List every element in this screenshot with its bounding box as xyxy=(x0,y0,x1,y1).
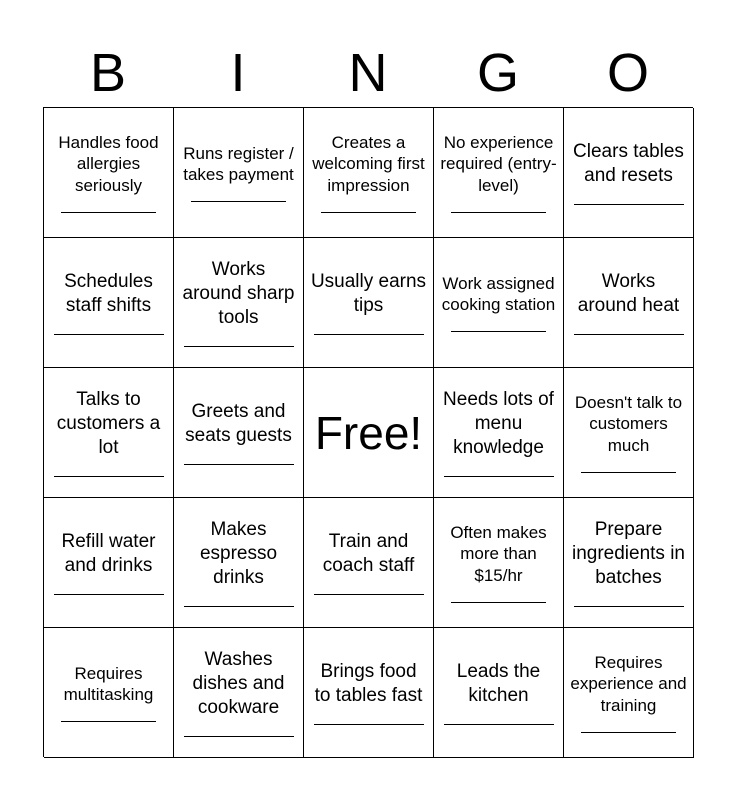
answer-blank-line xyxy=(444,476,554,477)
bingo-cell[interactable] xyxy=(304,498,434,628)
bingo-cell[interactable] xyxy=(44,498,174,628)
header-letter-g: G xyxy=(476,43,519,103)
bingo-cell-label: Handles food allergies seriously xyxy=(58,133,159,195)
header-letter-b: B xyxy=(89,43,127,103)
free-space-label: Free! xyxy=(314,406,423,459)
bingo-cell[interactable] xyxy=(174,108,304,238)
bingo-cell-label: Runs register / takes payment xyxy=(183,143,294,184)
answer-blank-line xyxy=(581,732,676,733)
bingo-cell-label: Doesn't talk to customers much xyxy=(574,393,683,455)
bingo-cell-label: Washes dishes and cookware xyxy=(192,649,285,718)
bingo-cell[interactable] xyxy=(174,498,304,628)
bingo-cell-label: Talks to customers a lot xyxy=(56,389,161,458)
bingo-cell[interactable] xyxy=(564,368,694,498)
bingo-cell[interactable] xyxy=(44,628,174,758)
header-letter-o: O xyxy=(606,43,649,103)
bingo-cell[interactable] xyxy=(174,628,304,758)
answer-blank-line xyxy=(444,724,554,725)
bingo-cell[interactable] xyxy=(434,108,564,238)
answer-blank-line xyxy=(61,212,156,213)
bingo-cell[interactable] xyxy=(174,238,304,368)
bingo-cell-label: Leads the kitchen xyxy=(456,661,541,706)
answer-blank-line xyxy=(574,334,684,335)
free-space-cell[interactable] xyxy=(304,368,434,498)
answer-blank-line xyxy=(54,476,164,477)
bingo-cell[interactable] xyxy=(44,368,174,498)
answer-blank-line xyxy=(451,212,546,213)
bingo-cell[interactable] xyxy=(564,628,694,758)
bingo-cell-label: Schedules staff shifts xyxy=(64,271,153,316)
bingo-cell[interactable] xyxy=(44,238,174,368)
answer-blank-line xyxy=(314,334,424,335)
answer-blank-line xyxy=(574,606,684,607)
header-letter-n: N xyxy=(348,43,388,103)
bingo-cell[interactable] xyxy=(304,108,434,238)
answer-blank-line xyxy=(451,602,546,603)
bingo-cell-label: Works around heat xyxy=(577,271,680,316)
bingo-cell[interactable] xyxy=(434,238,564,368)
bingo-cell-label: Requires multitasking xyxy=(63,663,154,704)
bingo-cell-label: No experience required (entry-level) xyxy=(440,133,557,195)
bingo-cell[interactable] xyxy=(304,628,434,758)
bingo-cell-label: Works around sharp tools xyxy=(182,259,295,328)
bingo-cell-label: Clears tables and resets xyxy=(573,141,684,186)
bingo-cell-label: Creates a welcoming first impression xyxy=(312,133,425,195)
bingo-cell[interactable] xyxy=(174,368,304,498)
answer-blank-line xyxy=(54,594,164,595)
bingo-cell-label: Makes espresso drinks xyxy=(199,519,278,588)
answer-blank-line xyxy=(451,331,546,332)
bingo-cell-label: Brings food to tables fast xyxy=(314,661,423,706)
header-letter-i: I xyxy=(230,43,246,103)
answer-blank-line xyxy=(184,606,294,607)
answer-blank-line xyxy=(574,204,684,205)
answer-blank-line xyxy=(581,472,676,473)
bingo-cell-label: Greets and seats guests xyxy=(185,401,292,446)
bingo-cell[interactable] xyxy=(564,108,694,238)
answer-blank-line xyxy=(184,464,294,465)
answer-blank-line xyxy=(54,334,164,335)
answer-blank-line xyxy=(314,594,424,595)
answer-blank-line xyxy=(314,724,424,725)
bingo-cell[interactable] xyxy=(434,498,564,628)
answer-blank-line xyxy=(191,201,286,202)
answer-blank-line xyxy=(184,346,294,347)
bingo-cell-label: Usually earns tips xyxy=(310,271,427,316)
answer-blank-line xyxy=(61,721,156,722)
bingo-cell-label: Requires experience and training xyxy=(570,653,687,715)
bingo-cell[interactable] xyxy=(304,238,434,368)
bingo-cell-label: Needs lots of menu knowledge xyxy=(443,389,554,458)
bingo-cell[interactable] xyxy=(564,238,694,368)
answer-blank-line xyxy=(321,212,416,213)
bingo-cell-label: Refill water and drinks xyxy=(61,531,156,576)
bingo-cell[interactable] xyxy=(564,498,694,628)
bingo-header xyxy=(43,38,693,108)
bingo-cell[interactable] xyxy=(44,108,174,238)
bingo-cell-label: Work assigned cooking station xyxy=(441,273,556,314)
answer-blank-line xyxy=(184,736,294,737)
bingo-grid xyxy=(43,107,693,757)
bingo-cell-label: Prepare ingredients in batches xyxy=(571,519,686,588)
bingo-cell-label: Often makes more than $15/hr xyxy=(450,523,547,585)
bingo-cell[interactable] xyxy=(434,628,564,758)
bingo-cell[interactable] xyxy=(434,368,564,498)
bingo-cell-label: Train and coach staff xyxy=(322,531,415,576)
